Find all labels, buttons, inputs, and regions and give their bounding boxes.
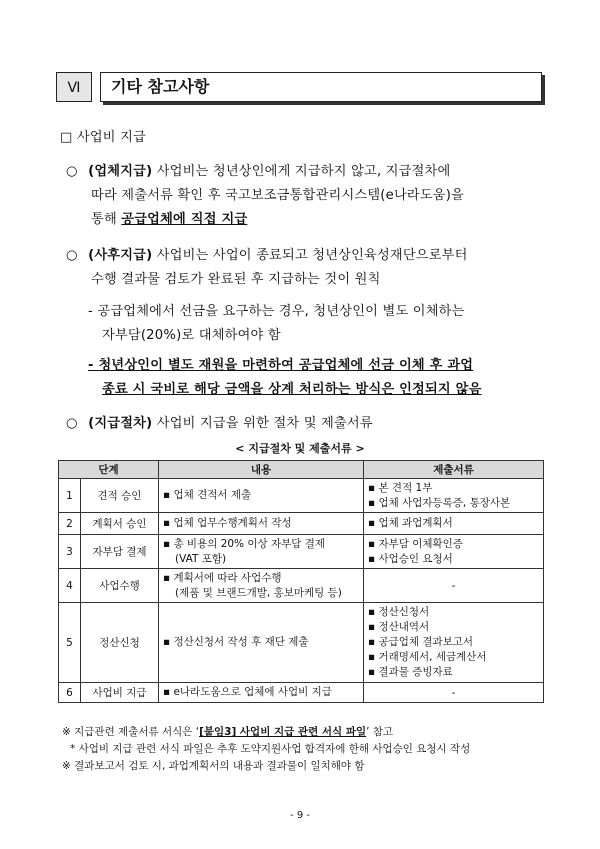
dash-item-line: 자부담(20%)로 대체하여야 함: [102, 328, 281, 343]
payment-procedure-table: [58, 460, 544, 703]
dash-item-text: 공급업체에서 선금을 요구하는 경우, 청년상인이 별도 이체하는: [97, 304, 465, 319]
row-step: 견적 승인: [81, 479, 159, 513]
row-content: [159, 535, 364, 569]
document-item: ▪ 공급업체 결과보고서: [368, 636, 474, 648]
document-item: ▪ 정산신청서: [368, 606, 430, 618]
emphasized-text: 공급업체에 직접 지급: [121, 212, 248, 227]
row-number: 4: [59, 569, 81, 603]
content-item: (제품 및 브랜드개발, 홍보마케팅 등): [175, 586, 342, 599]
section-title: 기타 참고사항: [100, 72, 542, 102]
dash-item-not-allowed: [88, 354, 473, 373]
document-item: ▪ 본 견적 1부: [368, 481, 433, 494]
paragraph-label: (지급절차): [88, 416, 153, 431]
dash-item-advance: [88, 300, 465, 319]
document-item: ▪ 정산내역서: [368, 621, 430, 633]
paragraph-text: 사업비는 사업이 종료되고 청년상인육성재단으로부터: [156, 248, 468, 263]
table-row: [59, 683, 544, 703]
row-content: [159, 569, 364, 603]
paragraph-payment-to-vendor: [66, 160, 450, 179]
table-row: [59, 513, 544, 535]
document-item: ▪ 자부담 이체확인증: [368, 537, 463, 550]
subsection-heading-text: 사업비 지급: [76, 130, 146, 145]
row-content: [159, 479, 364, 513]
paragraph-line: 따라 제출서류 확인 후 국고보조금통합관리시스템(e나라도움)을: [91, 188, 464, 203]
circle-bullet-icon: ○: [66, 164, 78, 179]
row-number: 2: [59, 513, 81, 535]
dash-bullet: -: [88, 304, 93, 319]
paragraph-post-payment: [66, 244, 468, 263]
document-item: -: [451, 686, 456, 699]
table-row: [59, 479, 544, 513]
note-emphasis: [붙임3] 사업비 지급 관련 서식 파일: [199, 726, 367, 738]
dash-item-line: 종료 시 국비로 해당 금액을 상계 처리하는 방식은 인정되지 않음: [102, 382, 482, 397]
paragraph-label: (사후지급): [88, 248, 153, 263]
table-row: [59, 569, 544, 603]
document-item: ▪ 결과물 증빙자료: [368, 666, 453, 678]
content-item: ▪ e나라도움으로 업체에 사업비 지급: [163, 686, 332, 698]
document-item: ▪ 사업승인 요청서: [368, 552, 453, 565]
paragraph-text: 사업비 지급을 위한 절차 및 제출서류: [156, 416, 373, 431]
document-item: -: [451, 579, 456, 592]
row-documents: [364, 569, 544, 603]
row-step: 사업비 지급: [81, 683, 159, 703]
paragraph-text: 통해: [91, 212, 117, 227]
paragraph-line: [91, 208, 247, 227]
row-content: [159, 683, 364, 703]
document-item: ▪ 업체 과업계획서: [368, 517, 453, 529]
table-header-row: [59, 461, 544, 479]
row-step: 사업수행: [81, 569, 159, 603]
column-header-content: 내용: [159, 461, 364, 479]
row-documents: [364, 603, 544, 683]
note-text: ※ 지급관련 제출서류 서식은 ‘: [62, 726, 200, 738]
content-item: ▪ 계획서에 따라 사업수행: [163, 571, 282, 584]
note-result-check: ※ 결과보고서 검토 시, 과업계획서의 내용과 결과물이 일치해야 함: [62, 760, 365, 772]
checkbox-square-icon: □: [60, 130, 73, 145]
column-header-documents: 제출서류: [364, 461, 544, 479]
section-number: Ⅵ: [56, 72, 92, 102]
dash-item-text: 청년상인이 별도 재원을 마련하여 공급업체에 선금 이체 후 과업: [98, 358, 474, 373]
row-number: 3: [59, 535, 81, 569]
content-item: (VAT 포함): [175, 552, 227, 565]
paragraph-payment-procedure: [66, 412, 373, 431]
row-documents: [364, 535, 544, 569]
paragraph-line: 수행 결과물 검토가 완료된 후 지급하는 것이 원칙: [91, 272, 381, 287]
row-step: 계획서 승인: [81, 513, 159, 535]
row-documents: [364, 683, 544, 703]
dash-bullet: -: [88, 358, 94, 373]
paragraph-label: (업체지급): [88, 164, 153, 179]
row-documents: [364, 479, 544, 513]
table-caption: < 지급절차 및 제출서류 >: [235, 442, 365, 455]
row-number: 5: [59, 603, 81, 683]
column-header-step: 단계: [59, 461, 159, 479]
note-form-reference: [62, 724, 393, 739]
circle-bullet-icon: ○: [66, 416, 78, 431]
content-item: ▪ 총 비용의 20% 이상 자부담 결제: [163, 537, 326, 550]
note-text: ’ 참고: [366, 726, 394, 738]
document-item: ▪ 거래명세서, 세금계산서: [368, 651, 487, 663]
row-step: 자부담 결제: [81, 535, 159, 569]
row-step: 정산신청: [81, 603, 159, 683]
content-item: ▪ 업체 업무수행계획서 작성: [163, 517, 292, 529]
paragraph-text: 사업비는 청년상인에게 지급하지 않고, 지급절차에: [156, 164, 451, 179]
row-content: [159, 603, 364, 683]
circle-bullet-icon: ○: [66, 248, 78, 263]
page-number: - 9 -: [290, 810, 310, 821]
table-row: [59, 535, 544, 569]
row-content: [159, 513, 364, 535]
table-row: [59, 603, 544, 683]
row-number: 6: [59, 683, 81, 703]
content-item: ▪ 업체 견적서 제출: [163, 489, 252, 501]
content-item: ▪ 정산신청서 작성 후 재단 제출: [163, 636, 309, 648]
subsection-heading: [60, 126, 146, 145]
row-number: 1: [59, 479, 81, 513]
note-form-timing: * 사업비 지급 관련 서식 파일은 추후 도약지원사업 합격자에 한해 사업승인 요청시 작성: [70, 743, 471, 755]
row-documents: [364, 513, 544, 535]
document-item: ▪ 업체 사업자등록증, 통장사본: [368, 496, 511, 509]
